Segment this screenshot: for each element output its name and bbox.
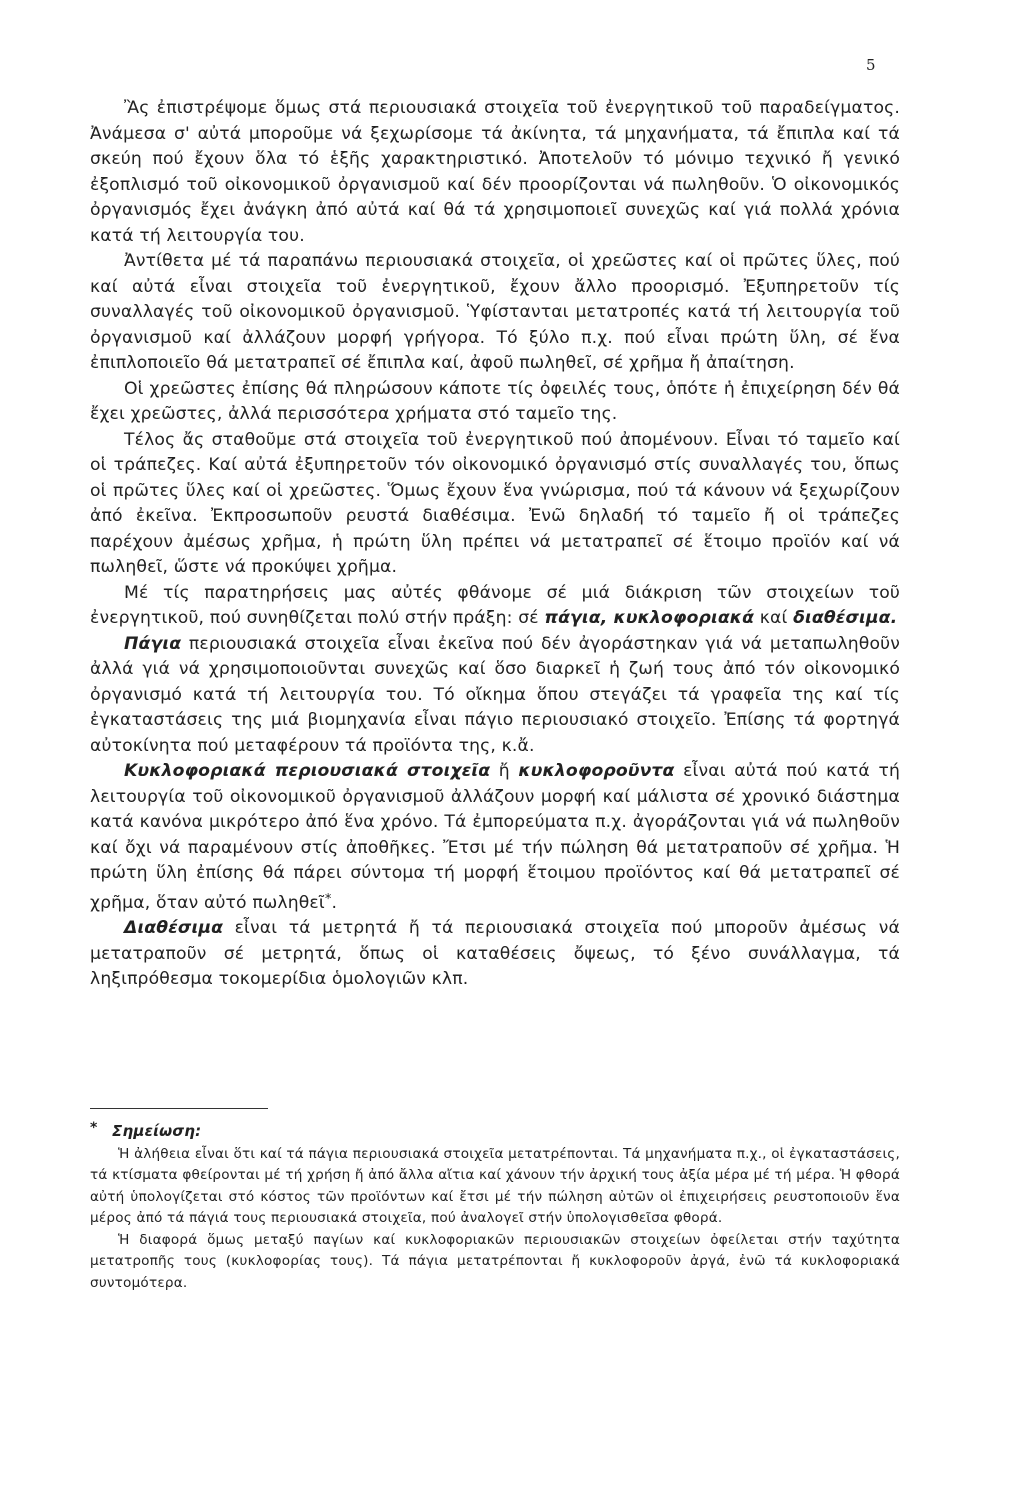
- paragraph-8: [90, 916, 900, 993]
- body-text: [90, 96, 900, 993]
- paragraph-7-conjunction: ἤ: [490, 761, 519, 781]
- paragraph-5: [90, 581, 900, 632]
- term-diathesima: διαθέσιμα.: [793, 608, 898, 628]
- paragraph-3: Οἱ χρεῶστες ἐπίσης θά πληρώσουν κάποτε τίς ὀφειλές τους, ὁπότε ἡ ἐπιχείρηση δέν θά ἔχει χρεῶστες, ἀλλά περισσότερα χρήματα στό ταμεῖο της.: [90, 378, 900, 424]
- term-kykloforiaka-periousiaka: Κυκλοφοριακά περιουσιακά στοιχεῖα: [124, 761, 491, 781]
- footnote-reference: *: [324, 891, 332, 907]
- paragraph-6-text: περιουσιακά στοιχεῖα εἶναι ἐκεῖνα πού δέν ἀγοράστηκαν γιά νά μεταπωληθοῦν ἀλλά γιά νά χρησιμοποιοῦνται συνεχῶς καί ὅσο διαρκεῖ ἡ ζωή τους ἀπό τόν οἰκονομικό ὀργανισμό κατά τή λειτουργία του. Τό οἴκημα ὅπου στεγάζει τά γραφεῖα της καί τίς ἐγκαταστάσεις της μιά βιομηχανία εἶναι πάγιο περιουσιακό στοιχεῖο. Ἐπίσης τά φορτηγά αὐτοκίνητα πού μεταφέρουν τά προϊόντα της, κ.ἄ.: [90, 633, 900, 756]
- paragraph-4: Τέλος ἄς σταθοῦμε στά στοιχεῖα τοῦ ἐνεργητικοῦ πού ἀπομένουν. Εἶναι τό ταμεῖο καί οἱ τράπεζες. Καί αὐτά ἐξυπηρετοῦν τόν οἰκονομικό ὀργανισμό στίς συναλλαγές του, ὅπως οἱ πρῶτες ὕλες καί οἱ χρεῶστες. Ὅμως ἔχουν ἕνα γνώρισμα, πού τά κάνουν νά ξεχωρίζουν ἀπό ἐκεῖνα. Ἐκπροσωποῦν ρευστά διαθέσιμα. Ἐνῶ δηλαδή τό ταμεῖο ἤ οἱ τράπεζες παρέχουν ἀμέσως χρῆμα, ἡ πρώτη ὕλη πρέπει νά μετατραπεῖ σέ ἕτοιμο προϊόν καί νά πωληθεῖ, ὥστε νά προκύψει χρῆμα.: [90, 429, 900, 577]
- term-pagia: Πάγια: [124, 633, 182, 654]
- paragraph-6: [90, 632, 900, 760]
- paragraph-7-end: .: [331, 892, 338, 913]
- footnote-heading: Σημείωση:: [112, 1122, 202, 1140]
- term-kykloforounta: κυκλοφοροῦντα: [518, 761, 675, 781]
- footnote-marker: *: [90, 1120, 98, 1136]
- paragraph-8-text: εἶναι τά μετρητά ἤ τά περιουσιακά στοιχεῖα πού μποροῦν ἀμέσως νά μετατραποῦν σέ μετρητά, ὅπως οἱ καταθέσεις ὄψεως, τό ξένο συνάλλαγμα, τά ληξιπρόθεσμα τοκομερίδια ὁμολογιῶν κλπ.: [90, 918, 900, 989]
- paragraph-7: [90, 759, 900, 916]
- paragraph-7-text: εἶναι αὐτά πού κατά τή λειτουργία τοῦ οἰκονομικοῦ ὀργανισμοῦ ἀλλάζουν μορφή καί μάλιστα σέ χρονικό διάστημα κατά κανόνα μικρότερο ἀπό ἕνα χρόνο. Τά ἐμπορεύματα π.χ. ἀγοράζονται γιά νά πωληθοῦν καί ὄχι νά παραμένουν στίς ἀποθῆκες. Ἔτσι μέ τήν πώληση θά μετατραποῦν σέ χρῆμα. Ἡ πρώτη ὕλη ἐπίσης θά πάρει σύντομα τή μορφή ἕτοιμου προϊόντος καί θά μετατραπεῖ σέ χρῆμα, ὅταν αὐτό πωληθεῖ: [90, 761, 900, 913]
- footnote-paragraph-1: Ἡ ἀλήθεια εἶναι ὅτι καί τά πάγια περιουσιακά στοιχεῖα μετατρέπονται. Τά μηχανήματα π.χ., οἱ ἐγκαταστάσεις, τά κτίσματα φθείρονται μέ τή χρήση ἤ ἀπό ἄλλα αἴτια καί χάνουν τήν ἀρχική τους ἀξία μέρα μέ τή μέρα. Ἡ φθορά αὐτή ὑπολογίζεται στό κόστος τῶν προϊόντων καί ἔτσι μέ τήν πώληση αὐτῶν οἱ ἐπιχειρήσεις ρευστοποιοῦν ἕνα μέρος ἀπό τά πάγιά τους περιουσιακά στοιχεῖα, πού ἀναλογεῖ στήν ὑπολογισθεῖσα φθορά.: [90, 1145, 900, 1226]
- paragraph-1: Ἂς ἐπιστρέψομε ὅμως στά περιουσιακά στοιχεῖα τοῦ ἐνεργητικοῦ τοῦ παραδείγματος. Ἀνάμεσα σ' αὐτά μποροῦμε νά ξεχωρίσομε τά ἀκίνητα, τά μηχανήματα, τά ἔπιπλα καί τά σκεύη πού ἔχουν ὅλα τό ἑξῆς χαρακτηριστικό. Ἀποτελοῦν τό μόνιμο τεχνικό ἤ γενικό ἐξοπλισμό τοῦ οἰκονομικοῦ ὀργανισμοῦ καί δέν προορίζονται νά πωληθοῦν. Ὁ οἰκονομικός ὀργανισμός ἔχει ἀνάγκη ἀπό αὐτά καί θά τά χρησιμοποιεῖ συνεχῶς καί γιά πολλά χρόνια κατά τή λειτουργία του.: [90, 98, 900, 246]
- footnote-header: [90, 1118, 900, 1144]
- paragraph-2: Ἀντίθετα μέ τά παραπάνω περιουσιακά στοιχεῖα, οἱ χρεῶστες καί οἱ πρῶτες ὕλες, πού καί αὐτά εἶναι στοιχεῖα τοῦ ἐνεργητικοῦ, ἔχουν ἄλλο προορισμό. Ἐξυπηρετοῦν τίς συναλλαγές τοῦ οἰκονομικοῦ ὀργανισμοῦ. Ὑφίστανται μετατροπές κατά τή λειτουργία τοῦ ὀργανισμοῦ καί ἀλλάζουν μορφή γρήγορα. Τό ξύλο π.χ. πού εἶναι πρώτη ὕλη, σέ ἕνα ἐπιπλοποιεῖο θά μετατραπεῖ σέ ἔπιπλα καί, ἀφοῦ πωληθεῖ, σέ χρῆμα ἤ ἀπαίτηση.: [90, 251, 900, 373]
- paragraph-5-conjunction: καί: [754, 608, 794, 628]
- footnote: [90, 1118, 900, 1294]
- footnote-divider: [90, 1108, 268, 1109]
- footnote-paragraph-2: Ἡ διαφορά ὅμως μεταξύ παγίων καί κυκλοφοριακῶν περιουσιακῶν στοιχείων ὀφείλεται στήν ταχύτητα μετατροπῆς τους (κυκλοφορίας τους). Τά πάγια μετατρέπονται ἤ κυκλοφοροῦν ἀργά, ἐνῶ τά κυκλοφοριακά συντομότερα.: [90, 1231, 900, 1291]
- paragraph-5-text: Μέ τίς παρατηρήσεις μας αὐτές φθάνομε σέ μιά διάκριση τῶν στοιχείων τοῦ ἐνεργητικοῦ, πού συνηθίζεται πολύ στήν πράξη: σέ: [90, 582, 900, 628]
- term-diathesima-definition: Διαθέσιμα: [124, 918, 224, 938]
- term-pagia-kykloforiaka: πάγια, κυκλοφοριακά: [544, 608, 755, 628]
- page-number: 5: [866, 56, 876, 74]
